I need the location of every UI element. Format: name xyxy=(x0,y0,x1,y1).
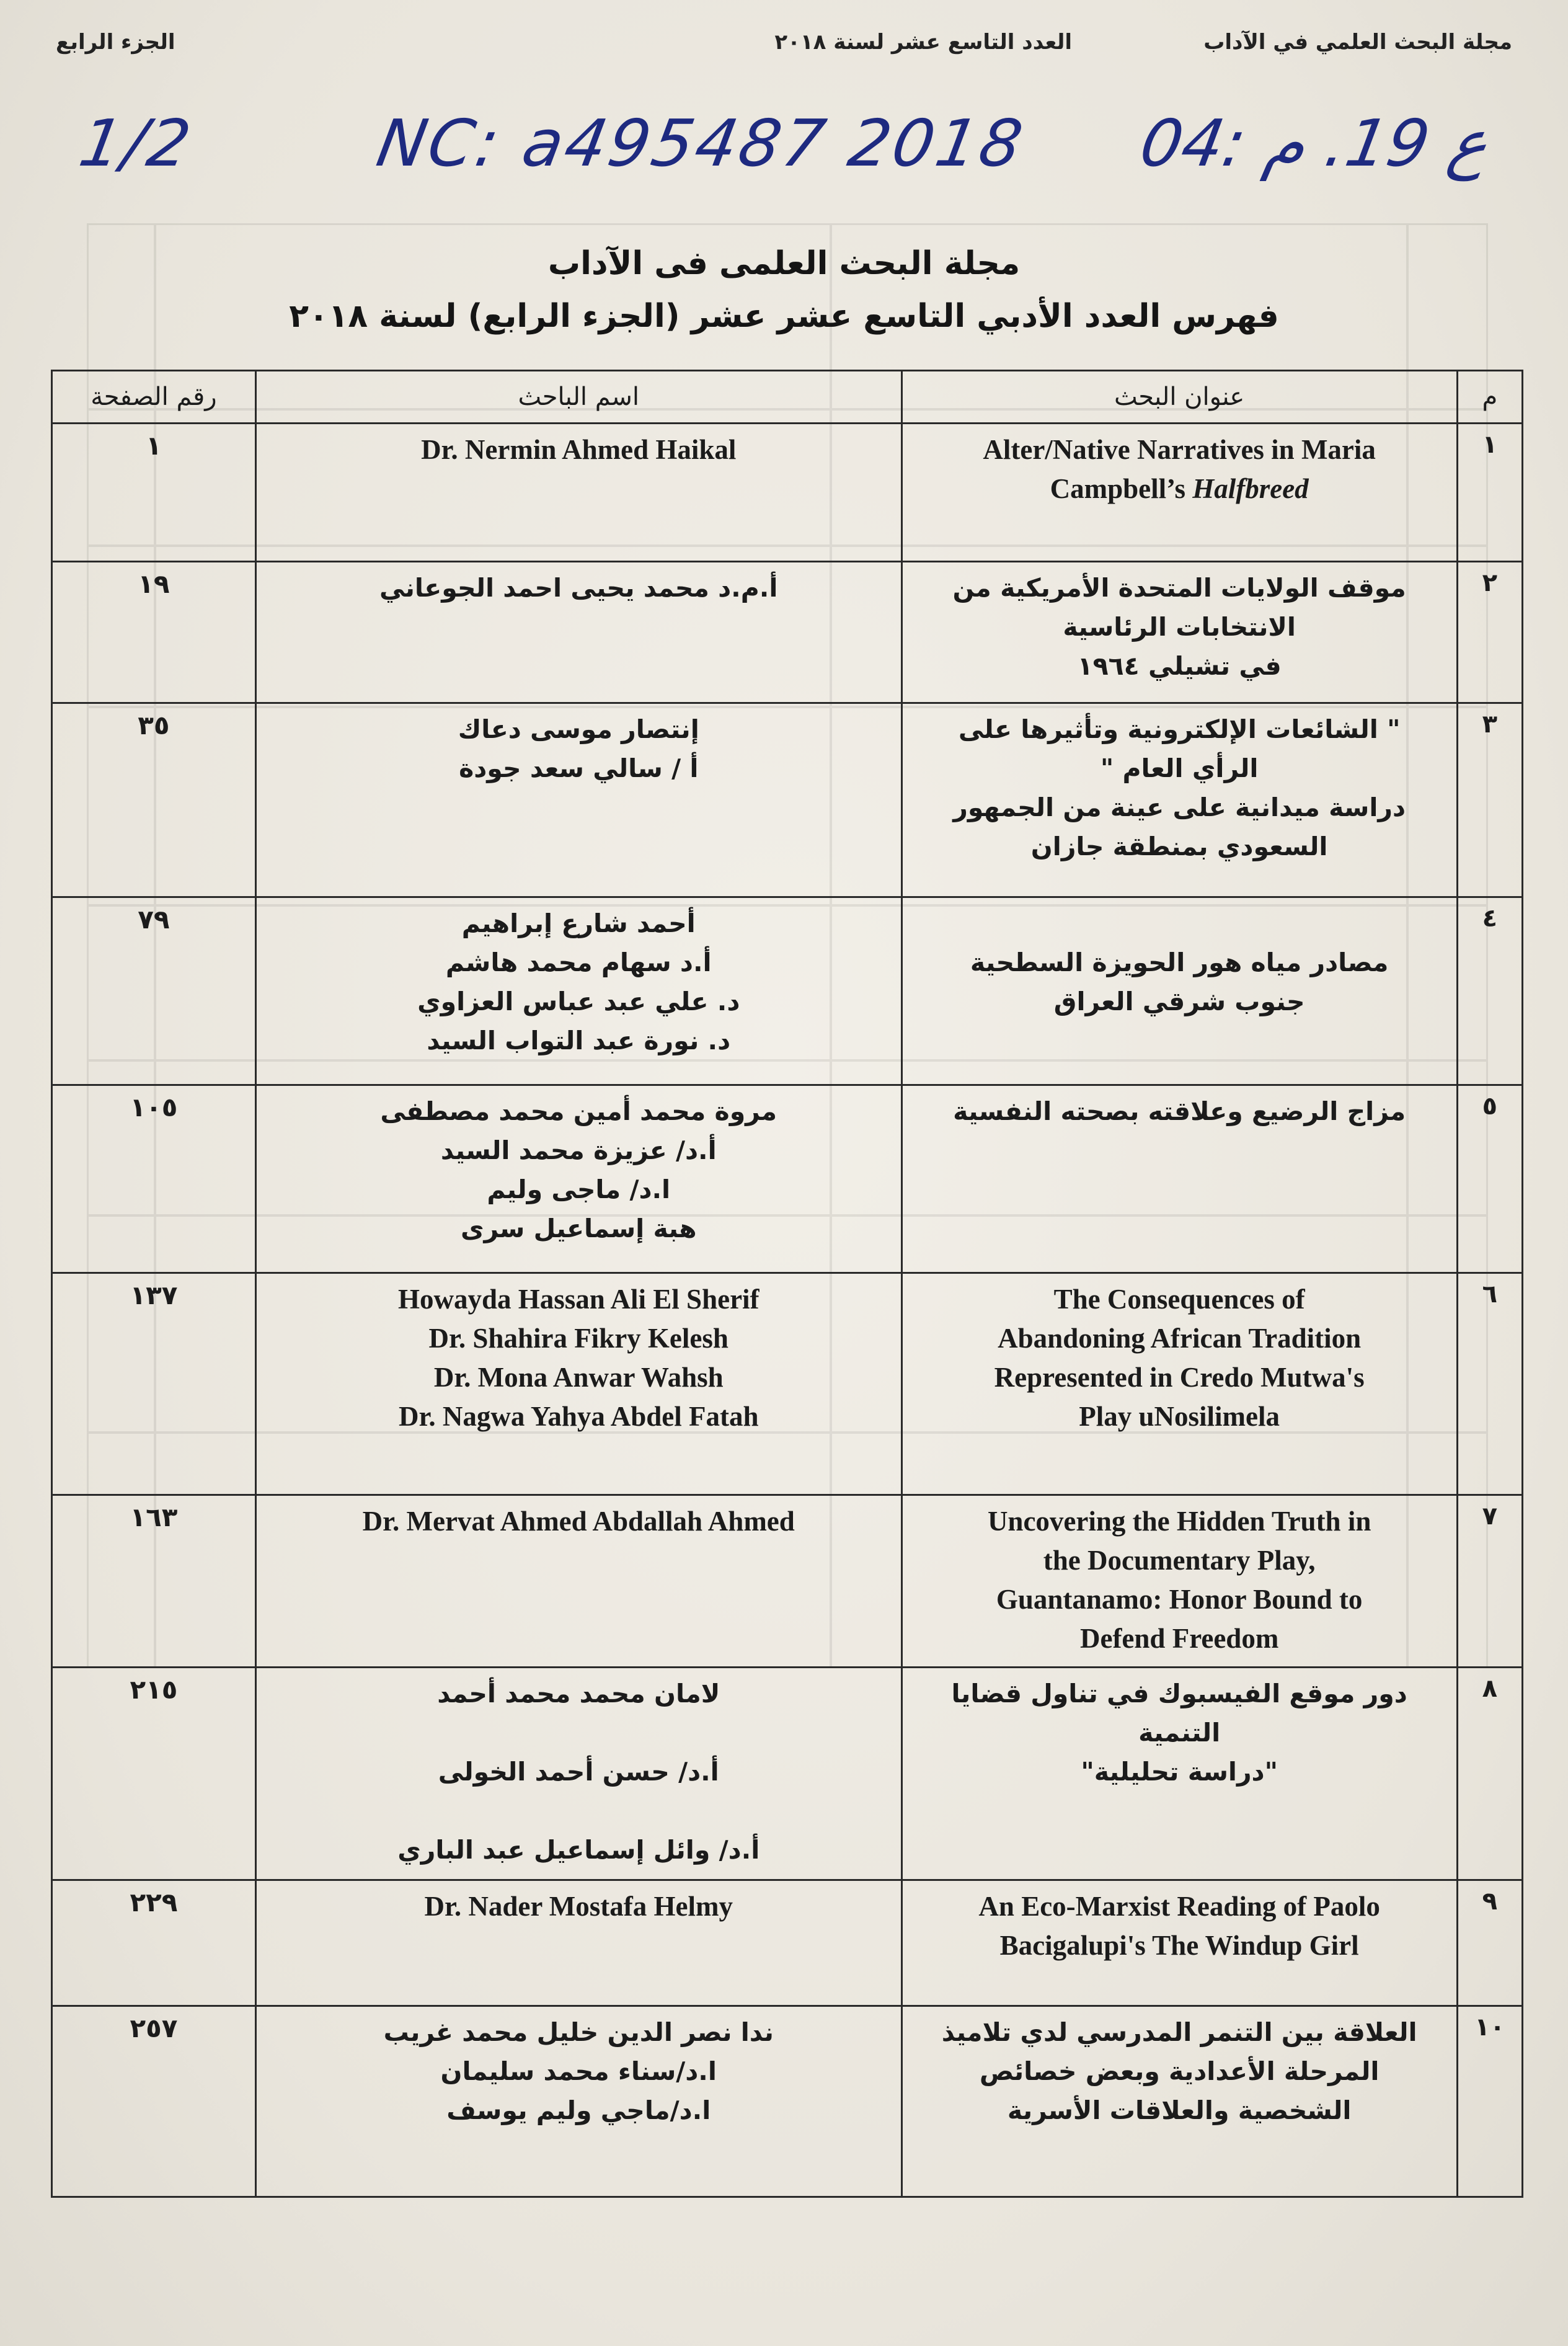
title-line: الرأي العام " xyxy=(1100,753,1259,783)
title-line xyxy=(914,469,1445,509)
title-line: في تشيلي ١٩٦٤ xyxy=(1077,651,1282,681)
title-line: دراسة ميدانية على عينة من الجمهور xyxy=(953,793,1406,822)
header-num: م xyxy=(1457,371,1522,424)
table-row xyxy=(52,1668,1523,1880)
title-line: Defend Freedom xyxy=(1079,1623,1279,1654)
author-name: هبة إسماعيل سرى xyxy=(460,1214,697,1243)
paper-authors xyxy=(255,2006,901,2197)
title-line: Represented in Credo Mutwa's xyxy=(994,1362,1365,1393)
author-name: Dr. Nader Mostafa Helmy xyxy=(424,1891,733,1922)
paper-title xyxy=(901,897,1457,1085)
author-name: ا.د/سناء محمد سليمان xyxy=(440,2056,717,2086)
page-titles xyxy=(87,239,1481,344)
title-line: الانتخابات الرئاسية xyxy=(1063,612,1296,642)
title-line: موقف الولايات المتحدة الأمريكية من xyxy=(952,573,1406,603)
table-row xyxy=(52,424,1523,562)
table-header-row xyxy=(52,371,1523,424)
author-name: أ.د/ حسن أحمد الخولى xyxy=(438,1757,719,1787)
title-line: the Documentary Play, xyxy=(1043,1545,1316,1576)
author-name: أ.م.د محمد يحيى احمد الجوعاني xyxy=(379,573,778,603)
page-number: ٢٢٩ xyxy=(52,1880,256,2006)
title-line: An Eco-Marxist Reading of Paolo xyxy=(978,1891,1380,1922)
handwritten-page-fraction: 1/2 xyxy=(74,105,199,181)
row-number: ١٠ xyxy=(1457,2006,1522,2197)
table-row xyxy=(52,1085,1523,1273)
paper-authors xyxy=(255,562,901,703)
author-name: د. نورة عبد التواب السيد xyxy=(427,1026,731,1055)
author-name: Dr. Mona Anwar Wahsh xyxy=(433,1362,724,1393)
index-title: فهرس العدد الأدبي التاسع عشر عشر (الجزء الرابع) لسنة ٢٠١٨ xyxy=(289,298,1279,335)
paper-authors xyxy=(255,1880,901,2006)
handwritten-catalog-number: NC: a495487 2018 xyxy=(371,105,1030,181)
author-name: Dr. Shahira Fikry Kelesh xyxy=(428,1323,729,1354)
row-number: ٦ xyxy=(1457,1273,1522,1495)
title-line: Alter/Native Narratives in Maria xyxy=(983,434,1376,465)
page-number: ٧٩ xyxy=(52,897,256,1085)
page-number: ١٦٣ xyxy=(52,1495,256,1668)
paper-authors xyxy=(255,703,901,897)
title-line: مزاج الرضيع وعلاقته بصحته النفسية xyxy=(953,1096,1406,1126)
title-line: Play uNosilimela xyxy=(1079,1401,1280,1432)
author-name: ا.د/ماجي وليم يوسف xyxy=(446,2095,711,2125)
title-line: المرحلة الأعدادية وبعض خصائص xyxy=(979,2056,1380,2086)
title-line: Guantanamo: Honor Bound to xyxy=(996,1584,1363,1615)
title-line: Uncovering the Hidden Truth in xyxy=(987,1506,1371,1537)
spacer xyxy=(914,904,1445,943)
title-line: The Consequences of xyxy=(1053,1284,1305,1315)
page-number: ٢١٥ xyxy=(52,1668,256,1880)
row-number: ٣ xyxy=(1457,703,1522,897)
header-part: الجزء الرابع xyxy=(56,30,175,55)
table-row xyxy=(52,2006,1523,2197)
index-table xyxy=(51,370,1523,2198)
author-name: Dr. Nermin Ahmed Haikal xyxy=(421,434,737,465)
title-fragment-italic: Halfbreed xyxy=(1192,473,1309,504)
page-number: ٢٥٧ xyxy=(52,2006,256,2197)
header-author: اسم الباحث xyxy=(255,371,901,424)
row-number: ٥ xyxy=(1457,1085,1522,1273)
title-line: الشخصية والعلاقات الأسرية xyxy=(1007,2095,1352,2125)
page-number: ١ xyxy=(52,424,256,562)
title-line: " الشائعات الإلكترونية وتأثيرها على xyxy=(958,714,1401,744)
header-issue: العدد التاسع عشر لسنة ٢٠١٨ xyxy=(774,30,1072,55)
author-name: أحمد شارع إبراهيم xyxy=(461,909,696,938)
title-line: مصادر مياه هور الحويزة السطحية xyxy=(970,948,1389,977)
paper-title xyxy=(901,424,1457,562)
running-header xyxy=(56,30,1512,67)
paper-title xyxy=(901,1273,1457,1495)
author-name: إنتصار موسى دعاك xyxy=(458,714,699,744)
page-number: ١٣٧ xyxy=(52,1273,256,1495)
author-name: أ.د/ وائل إسماعيل عبد الباري xyxy=(397,1835,760,1865)
author-name: أ.د سهام محمد هاشم xyxy=(445,948,712,977)
handwritten-issue-ref: 04: ع 19. م xyxy=(1134,105,1494,181)
header-page: رقم الصفحة xyxy=(52,371,256,424)
paper-title xyxy=(901,1495,1457,1668)
row-number: ٨ xyxy=(1457,1668,1522,1880)
author-name: Dr. Mervat Ahmed Abdallah Ahmed xyxy=(362,1506,795,1537)
paper-title xyxy=(901,1668,1457,1880)
author-name: د. علي عبد عباس العزاوي xyxy=(417,987,740,1016)
page-number: ٣٥ xyxy=(52,703,256,897)
paper-authors xyxy=(255,1495,901,1668)
paper-authors xyxy=(255,1273,901,1495)
paper-title xyxy=(901,1880,1457,2006)
row-number: ٧ xyxy=(1457,1495,1522,1668)
table-row xyxy=(52,1273,1523,1495)
table-row xyxy=(52,562,1523,703)
author-name: ا.د/ ماجى وليم xyxy=(487,1175,671,1204)
row-number: ١ xyxy=(1457,424,1522,562)
journal-title: مجلة البحث العلمى فى الآداب xyxy=(547,245,1021,282)
page-number: ١٩ xyxy=(52,562,256,703)
header-journal-name: مجلة البحث العلمي في الآداب xyxy=(1203,30,1512,55)
paper-authors xyxy=(255,424,901,562)
spacer xyxy=(268,1713,890,1753)
paper-title xyxy=(901,2006,1457,2197)
spacer xyxy=(268,1792,890,1831)
title-line: دور موقع الفيسبوك في تناول قضايا xyxy=(951,1679,1407,1708)
title-line: Bacigalupi's The Windup Girl xyxy=(999,1930,1359,1961)
author-name: Howayda Hassan Ali El Sherif xyxy=(397,1284,760,1315)
title-line: العلاقة بين التنمر المدرسي لدي تلاميذ xyxy=(941,2017,1417,2047)
handwritten-annotation xyxy=(74,105,1494,211)
paper-title xyxy=(901,703,1457,897)
paper-title xyxy=(901,562,1457,703)
author-name: أ / سالي سعد جودة xyxy=(459,753,699,783)
title-line: "دراسة تحليلية" xyxy=(1081,1757,1278,1787)
paper-title xyxy=(901,1085,1457,1273)
author-name: لامان محمد محمد أحمد xyxy=(437,1679,720,1708)
table-row xyxy=(52,1880,1523,2006)
table-row xyxy=(52,897,1523,1085)
row-number: ٤ xyxy=(1457,897,1522,1085)
title-line: Abandoning African Tradition xyxy=(998,1323,1362,1354)
title-line: جنوب شرقي العراق xyxy=(1053,987,1305,1016)
table-row xyxy=(52,703,1523,897)
paper-authors xyxy=(255,1668,901,1880)
author-name: Dr. Nagwa Yahya Abdel Fatah xyxy=(398,1401,759,1432)
paper-authors xyxy=(255,897,901,1085)
title-line: السعودي بمنطقة جازان xyxy=(1030,832,1328,861)
page-number: ١٠٥ xyxy=(52,1085,256,1273)
title-line: التنمية xyxy=(1138,1718,1221,1748)
table-row xyxy=(52,1495,1523,1668)
title-fragment: Campbell’s xyxy=(1050,473,1193,504)
row-number: ٩ xyxy=(1457,1880,1522,2006)
author-name: ندا نصر الدين خليل محمد غريب xyxy=(383,2017,774,2047)
header-title: عنوان البحث xyxy=(901,371,1457,424)
author-name: أ.د/ عزيزة محمد السيد xyxy=(440,1135,717,1165)
row-number: ٢ xyxy=(1457,562,1522,703)
author-name: مروة محمد أمين محمد مصطفى xyxy=(380,1096,777,1126)
paper-authors xyxy=(255,1085,901,1273)
